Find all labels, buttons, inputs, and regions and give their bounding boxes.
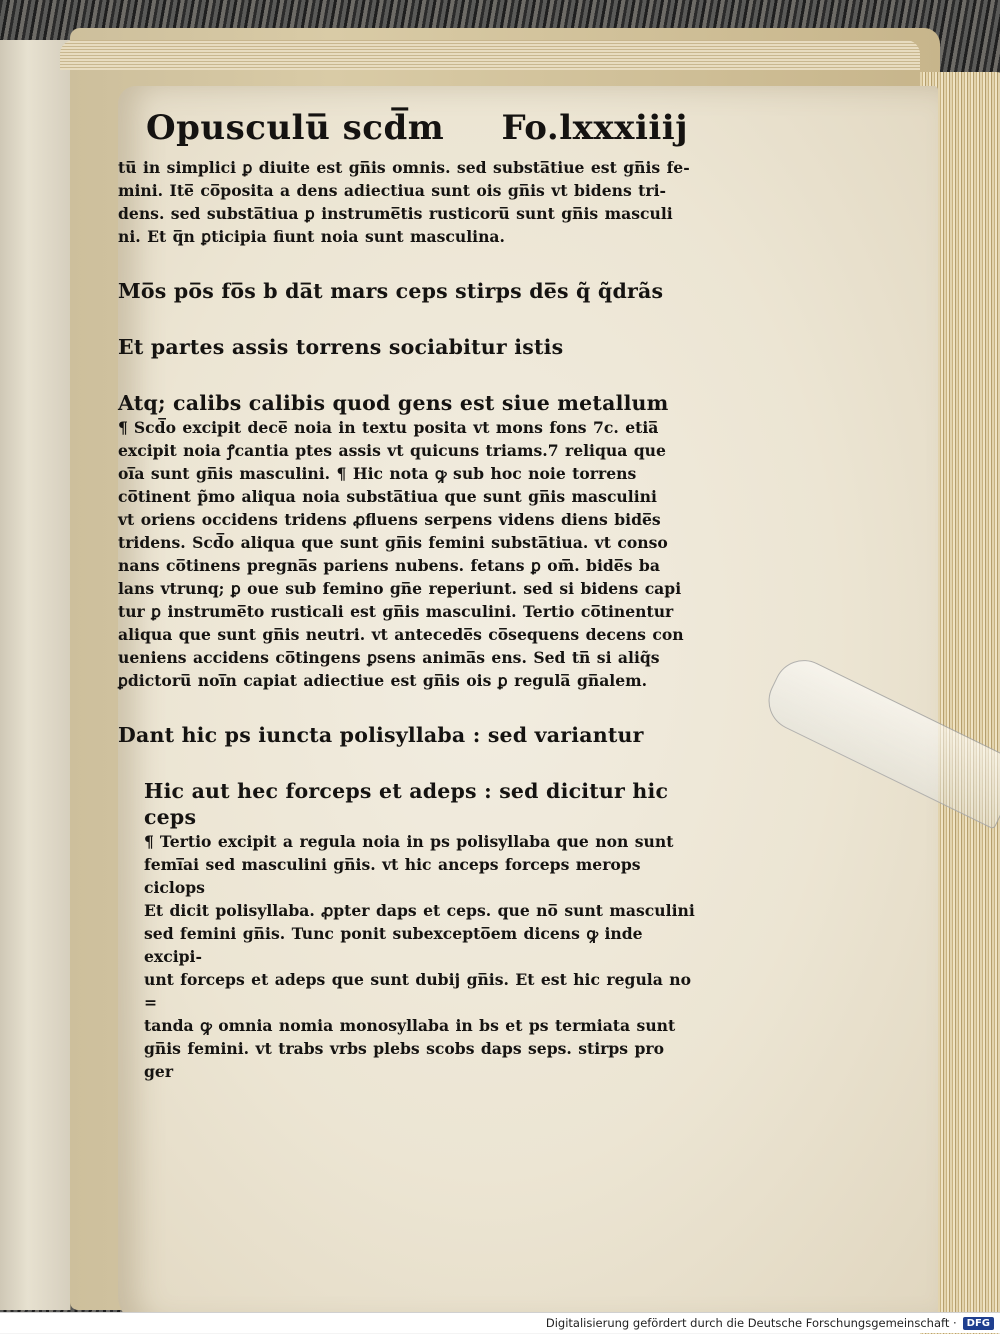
text-line: tur ꝑ instrume̅to rusticali est gn̅is masculini. Tertio co̅tinentur [118, 602, 674, 621]
pilcrow-icon: ¶ [118, 418, 128, 437]
text-line: co̅tinent p̃mo aliqua noia substa̅tiua que sunt gn̅is masculini [118, 487, 657, 506]
text-line: ¶ Scd̅o excipit dece̅ noia in textu posita vt mons fons 7c. etia̅ [118, 418, 659, 437]
text-line: femi̅ai sed masculini gn̅is. vt hic anceps forceps merops ciclops [144, 855, 641, 897]
text-line: ni. Et q̅n ꝑticipia fiunt noia sunt masculina. [118, 227, 505, 246]
facing-page-edge [0, 40, 71, 1310]
text-line: unt forceps et adeps que sunt dubij gn̅is. Et est hic regula no = [144, 970, 691, 1012]
page-text [118, 108, 698, 1083]
text-line: aliqua que sunt gn̅is neutri. vt antecede̅s co̅sequens decens con [118, 625, 684, 644]
paragraph-2 [118, 416, 698, 692]
pilcrow-icon: ¶ [144, 832, 154, 851]
text-line: Et dicit polisyllaba. ꝓpter daps et ceps. que no̅ sunt masculini [144, 901, 695, 920]
text-line: ¶ Tertio excipit a regula noia in ps polisyllaba que non sunt [144, 832, 674, 851]
text-line: tridens. Scd̅o aliqua que sunt gn̅is femini substa̅tiua. vt conso [118, 533, 668, 552]
text-line: gn̅is femini. vt trabs vrbs plebs scobs daps seps. stirps pro ger [144, 1039, 665, 1081]
verse-line-5: Hic aut hec forceps et adeps : sed dicitur hic ceps [144, 779, 669, 829]
text-line: ꝑdictoru̅ noi̅n capiat adiectiue est gn̅is ois ꝑ regula̅ gn̅alem. [118, 671, 648, 690]
folio-number: Fo.lxxxiiij [501, 108, 688, 148]
verse-line-2: Et partes assis torrens sociabitur istis [118, 335, 564, 359]
running-title: Opusculu̅ scd̅m [146, 108, 445, 148]
digitization-footer [0, 1312, 1000, 1333]
text-line: oi̅a sunt gn̅is masculini. ¶ Hic nota ꝙ sub hoc noie torrens [118, 464, 637, 483]
running-header [118, 108, 698, 156]
paragraph-1 [118, 156, 698, 248]
text-line: tu̅ in simplici ꝑ diuite est gn̅is omnis. sed substa̅tiue est gn̅is fe- [118, 158, 690, 177]
paragraph-3 [118, 830, 698, 1083]
verse-line-3: Atq; calibs calibis quod gens est siue metallum [118, 391, 669, 415]
text-line: sed femini gn̅is. Tunc ponit subexcepto̅em dicens ꝙ inde excipi- [144, 924, 643, 966]
verse-line-4: Dant hic ps iuncta polisyllaba : sed variantur [118, 723, 644, 747]
text-line: dens. sed substa̅tiua ꝑ instrume̅tis rusticoru̅ sunt gn̅is masculi [118, 204, 673, 223]
text-line: mini. Ite̅ co̅posita a dens adiectiua sunt ois gn̅is vt bidens tri- [118, 181, 666, 200]
text-line: nans co̅tinens pregna̅s pariens nubens. fetans ꝑ om̅. bide̅s ba [118, 556, 660, 575]
page-top-edges [60, 40, 920, 70]
text-line: excipit noia ꝭcantia ptes assis vt quicuns triams.7 reliqua que [118, 441, 666, 460]
verse-line-1: Mo̅s po̅s fo̅s b da̅t mars ceps stirps de̅s q̃ q̃drãs [118, 279, 664, 303]
text-line: vt oriens occidens tridens ꝓfluens serpens videns diens bide̅s [118, 510, 661, 529]
text-line: tanda ꝙ omnia nomia monosyllaba in bs et ps termiata sunt [144, 1016, 676, 1035]
footer-credit: Digitalisierung gefördert durch die Deutsche Forschungsgemeinschaft · [545, 1316, 957, 1330]
dfg-logo-icon: DFG [963, 1317, 994, 1330]
text-line: lans vtrunq; ꝑ oue sub femino gn̅e reperiunt. sed si bidens capi [118, 579, 682, 598]
text-line: ueniens accidens co̅tingens ꝑsens anima̅s ens. Sed tn̅ si aliq̃s [118, 648, 660, 667]
